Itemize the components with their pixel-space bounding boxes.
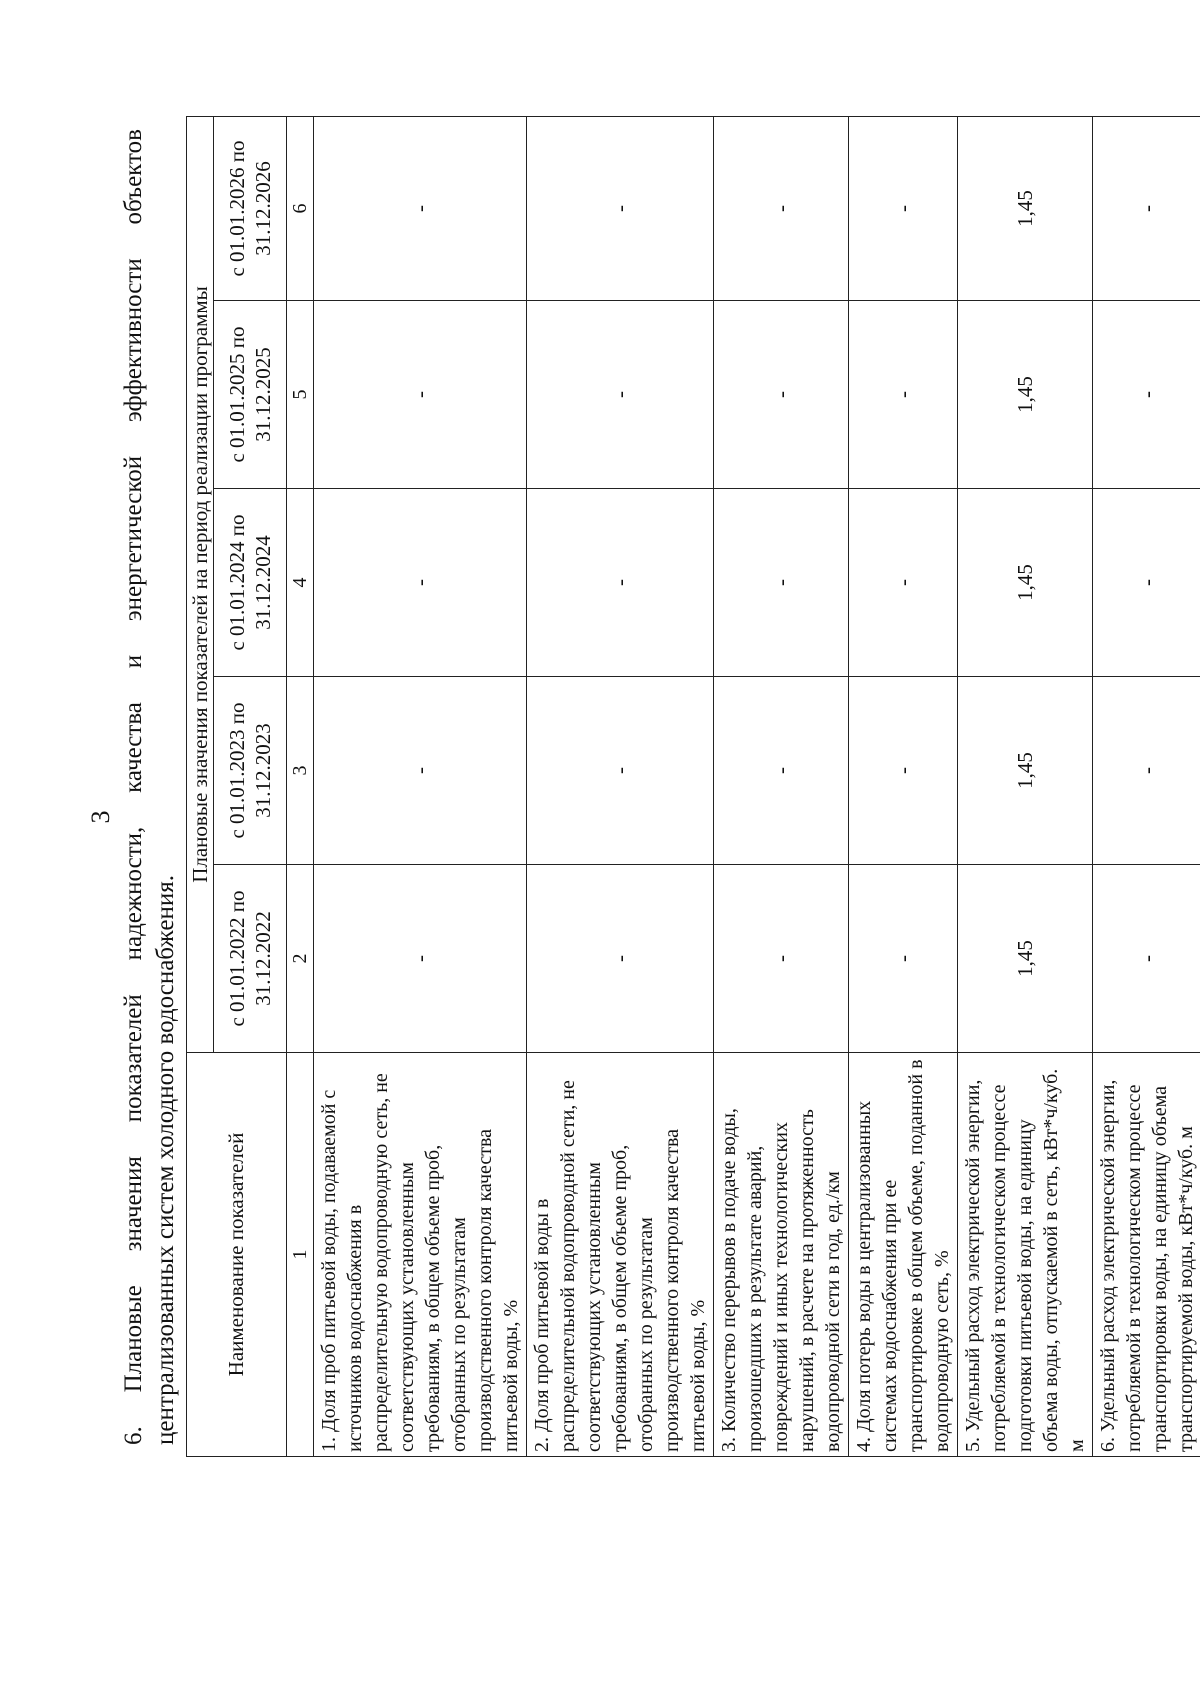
indicator-value: - [1093,116,1200,300]
period-header: с 01.01.2024 по 31.12.2024 [214,489,287,677]
indicator-value: - [314,301,527,489]
indicator-value: 1,45 [958,677,1093,865]
indicator-value: - [714,489,849,677]
column-number-row [287,116,314,1456]
heading-word: качества [120,702,147,793]
indicator-value: - [1093,301,1200,489]
indicator-value: - [1093,677,1200,865]
heading-word: эффективности [120,258,147,423]
heading-word: и [120,654,147,669]
period-header: с 01.01.2022 по 31.12.2022 [214,865,287,1053]
indicator-name: 5. Удельный расход электрической энергии, потребляемой в технологическом процессе подготовки питьевой воды, на единицу объема воды, отпускаемой в сеть, кВт*ч/куб. м [958,1053,1093,1457]
indicator-value: - [314,865,527,1053]
header-row-group [187,116,214,1456]
period-header: с 01.01.2025 по 31.12.2025 [214,301,287,489]
indicator-value: - [527,865,714,1053]
heading-word: значения [120,1156,147,1252]
indicator-name: 6. Удельный расход электрической энергии, потребляемой в технологическом процессе транспортировки воды, на единицу объема транспортируемой воды, кВт*ч/куб. м [1093,1053,1200,1457]
table-row [1093,116,1200,1456]
column-number: 4 [287,489,314,677]
indicator-value: - [314,489,527,677]
indicator-value: - [714,301,849,489]
heading-word: надежности, [120,826,147,961]
indicator-value: - [527,301,714,489]
indicator-value: - [527,677,714,865]
table-row [849,116,958,1456]
indicator-value: - [849,489,958,677]
indicators-table [186,116,1200,1457]
page-number: 3 [86,810,115,824]
column-number: 1 [287,1053,314,1457]
heading-word: объектов [120,129,147,225]
indicator-value: 1,45 [958,301,1093,489]
indicator-name: 1. Доля проб питьевой воды, подаваемой с источников водоснабжения в распределительную водопроводную сеть, не соответствующих установленным требованиям, в общем объеме проб, отобранных по результатам производственного контроля качества питьевой воды, % [314,1053,527,1457]
column-number: 2 [287,865,314,1053]
planned-values-header: Плановые значения показателей на период реализации программы [187,116,214,1052]
indicator-value: - [849,301,958,489]
indicator-value: - [849,116,958,300]
period-header: с 01.01.2026 по 31.12.2026 [214,116,287,300]
indicator-value: 1,45 [958,865,1093,1053]
table-row [527,116,714,1456]
heading-word: показателей [120,994,147,1123]
section-heading [118,129,182,1445]
indicator-value: 1,45 [958,116,1093,300]
indicator-value: - [1093,489,1200,677]
indicator-value: - [314,677,527,865]
indicator-value: - [714,116,849,300]
name-column-header: Наименование показателей [187,1053,287,1457]
period-header: с 01.01.2023 по 31.12.2023 [214,677,287,865]
heading-word: Плановые [120,1285,147,1393]
heading-word: энергетической [120,455,147,622]
indicator-value: - [314,116,527,300]
indicator-value: 1,45 [958,489,1093,677]
table-row [314,116,527,1456]
heading-line-1 [118,129,150,1445]
table-row [714,116,849,1456]
indicator-name: 4. Доля потерь воды в централизованных системах водоснабжения при ее транспортировке в общем объеме, поданной в водопроводную сеть, % [849,1053,958,1457]
indicator-value: - [714,677,849,865]
indicator-name: 3. Количество перерывов в подаче воды, произошедших в результате аварий, повреждений и иных технологических нарушений, в расчете на протяженность водопроводной сети в год, ед./км [714,1053,849,1457]
heading-word: 6. [120,1426,147,1445]
heading-line-2: централизованных систем холодного водоснабжения. [152,875,179,1445]
indicator-value: - [527,116,714,300]
indicator-value: - [849,677,958,865]
column-number: 3 [287,677,314,865]
indicator-name: 2. Доля проб питьевой воды в распределительной водопроводной сети, не соответствующих установленным требованиям, в общем объеме проб, отобранных по результатам производственного контроля качества питьевой воды, % [527,1053,714,1457]
indicator-value: - [527,489,714,677]
column-number: 6 [287,116,314,300]
table-row [958,116,1093,1456]
indicator-value: - [849,865,958,1053]
indicator-value: - [1093,865,1200,1053]
column-number: 5 [287,301,314,489]
indicator-value: - [714,865,849,1053]
